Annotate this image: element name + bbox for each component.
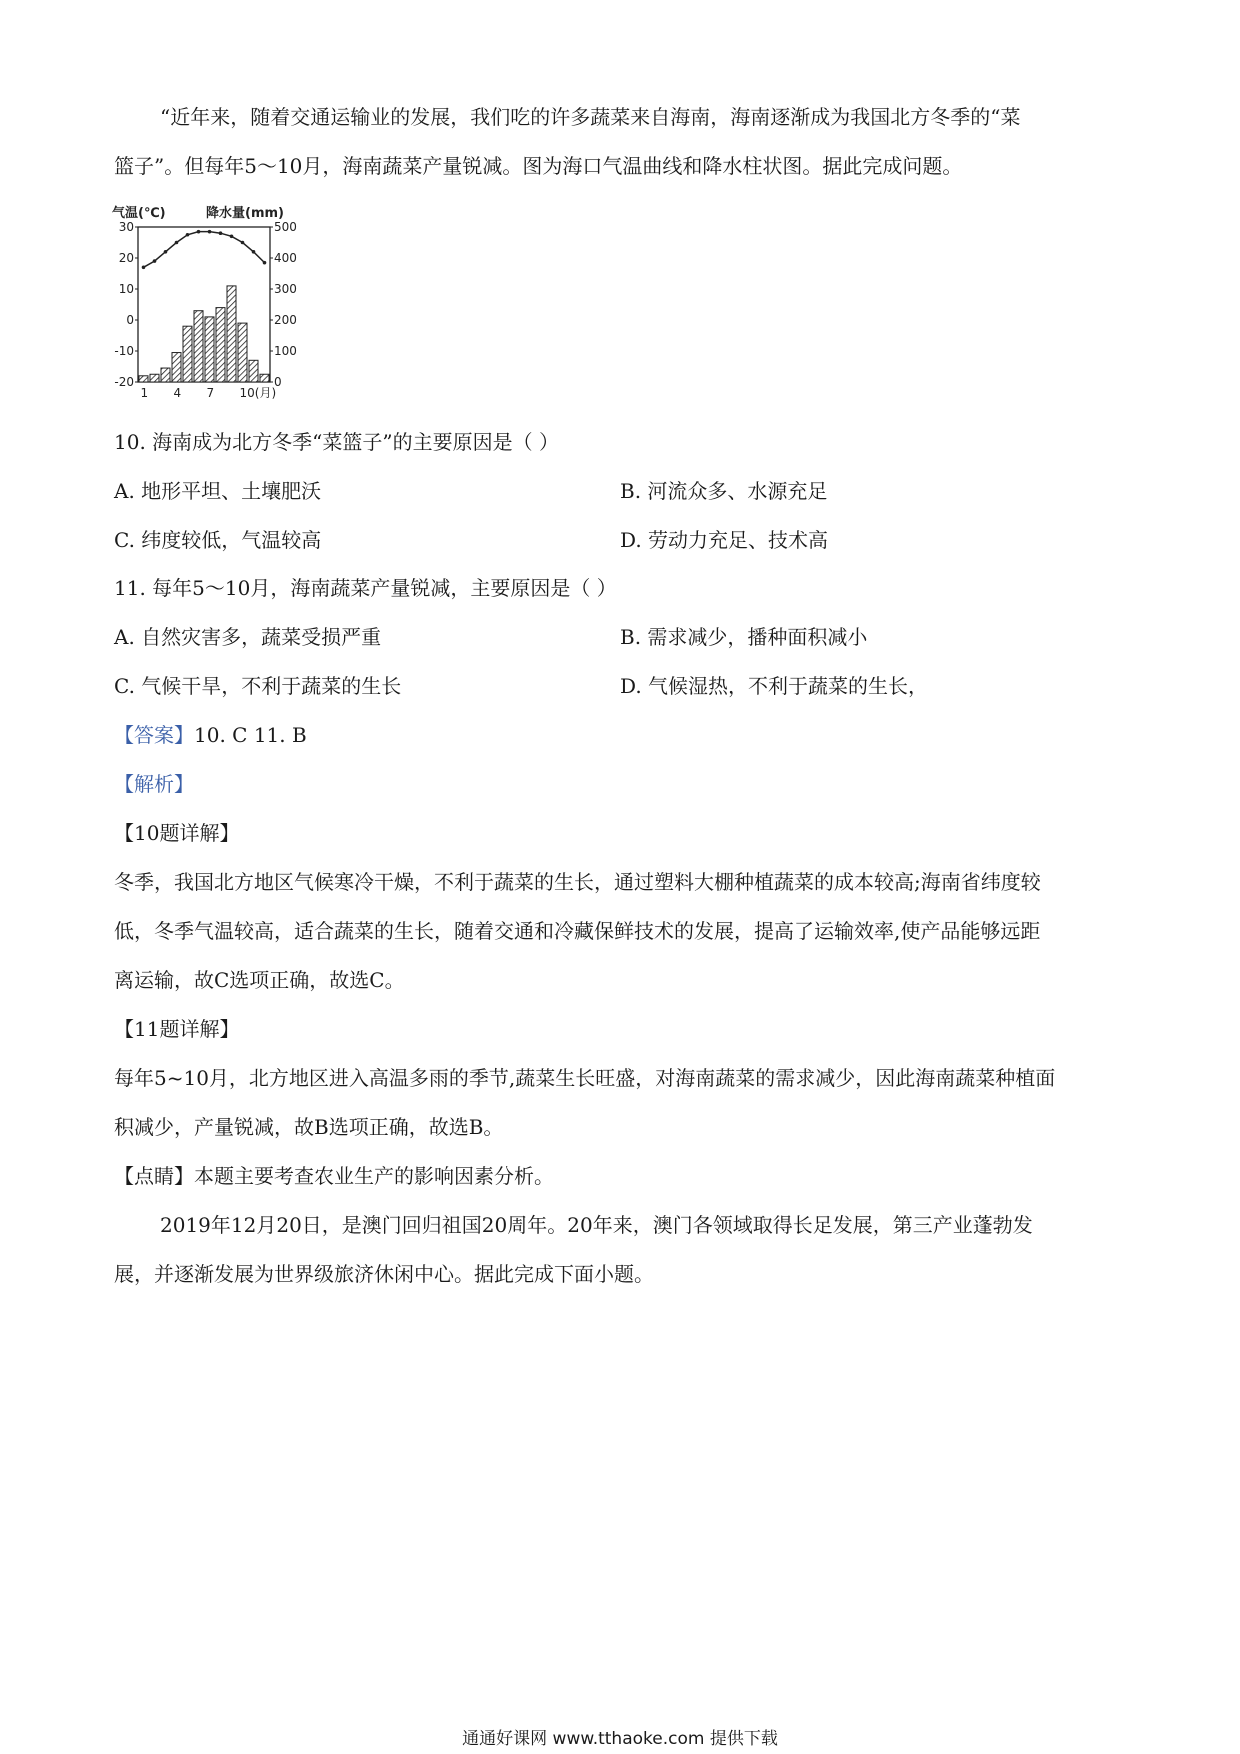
precipitation-bar xyxy=(227,286,236,382)
x-tick-label: 10(月) xyxy=(239,386,277,400)
temperature-line xyxy=(144,232,265,268)
temperature-point xyxy=(186,233,190,237)
q10-stem: 10. 海南成为北方冬季“菜篮子”的主要原因是（ ） xyxy=(114,430,559,454)
temperature-point xyxy=(175,241,179,245)
plot-frame xyxy=(138,227,270,382)
intro-line-2: 篮子”。但每年5～10月，海南蔬菜产量锐减。图为海口气温曲线和降水柱状图。据此完成问题。 xyxy=(114,154,963,178)
comment-line: 【点睛】本题主要考查农业生产的影响因素分析。 xyxy=(114,1164,554,1188)
temperature-point xyxy=(263,261,267,265)
q11-stem: 11. 每年5～10月，海南蔬菜产量锐减，主要原因是（ ） xyxy=(114,576,617,600)
precipitation-bar xyxy=(183,326,192,382)
x-tick-label: 1 xyxy=(140,386,149,400)
detail11-line-1: 每年5~10月，北方地区进入高温多雨的季节,蔬菜生长旺盛，对海南蔬菜的需求减少，因此海南蔬菜种植面 xyxy=(114,1066,1056,1090)
left-tick-label: 0 xyxy=(126,313,134,327)
temperature-point xyxy=(230,235,234,239)
precipitation-bar xyxy=(216,308,225,382)
left-tick-label: 20 xyxy=(118,251,134,265)
left-tick-label: -10 xyxy=(114,344,134,358)
right-tick-label: 100 xyxy=(274,344,297,358)
temperature-point xyxy=(219,231,223,235)
precipitation-bar xyxy=(194,311,203,382)
detail10-line-1: 冬季，我国北方地区气候寒冷干燥，不利于蔬菜的生长，通过塑料大棚种植蔬菜的成本较高;海南省纬度较 xyxy=(114,870,1041,894)
temperature-point xyxy=(241,241,245,245)
precipitation-bar xyxy=(260,374,269,382)
temperature-point xyxy=(252,250,256,254)
detail10-title: 【10题详解】 xyxy=(114,821,240,845)
right-tick-label: 400 xyxy=(274,251,297,265)
precipitation-bar xyxy=(150,374,159,382)
intro2-line-1: 2019年12月20日，是澳门回归祖国20周年。20年来，澳门各领域取得长足发展，第三产业蓬勃发 xyxy=(160,1213,1033,1237)
right-tick-label: 200 xyxy=(274,313,297,327)
detail11-line-2: 积减少，产量锐减，故B选项正确，故选B。 xyxy=(114,1115,504,1139)
temperature-point xyxy=(208,230,212,234)
q11-option-d[interactable]: D. 气候湿热，不利于蔬菜的生长， xyxy=(620,674,929,698)
q11-option-a[interactable]: A. 自然灾害多，蔬菜受损严重 xyxy=(114,625,382,649)
x-tick-label: 4 xyxy=(173,386,182,400)
q10-option-b[interactable]: B. 河流众多、水源充足 xyxy=(620,479,828,503)
detail11-title: 【11题详解】 xyxy=(114,1017,240,1041)
right-axis-label: 降水量(mm) xyxy=(206,206,284,221)
intro-line-1: “近年来，随着交通运输业的发展，我们吃的许多蔬菜来自海南，海南逐渐成为我国北方冬季的“菜 xyxy=(160,105,1021,129)
precipitation-bar xyxy=(139,376,148,382)
right-tick-label: 0 xyxy=(274,375,282,389)
temperature-point xyxy=(197,230,201,234)
answer-text: 10. C 11. B xyxy=(194,723,307,747)
precipitation-bar xyxy=(172,353,181,382)
q11-option-b[interactable]: B. 需求减少，播种面积减小 xyxy=(620,625,868,649)
temperature-point xyxy=(153,259,157,263)
precipitation-bar xyxy=(249,360,258,382)
answer-line xyxy=(114,721,307,749)
precipitation-bar xyxy=(161,368,170,382)
q10-option-a[interactable]: A. 地形平坦、土壤肥沃 xyxy=(114,479,322,503)
x-tick-label: 7 xyxy=(206,386,215,400)
detail10-line-3: 离运输，故C选项正确，故选C。 xyxy=(114,968,405,992)
q10-option-d[interactable]: D. 劳动力充足、技术高 xyxy=(620,528,829,552)
detail10-line-2: 低，冬季气温较高，适合蔬菜的生长，随着交通和冷藏保鲜技术的发展，提高了运输效率,使产品能够远距 xyxy=(114,919,1041,943)
left-axis-label: 气温(℃) xyxy=(112,206,166,221)
right-tick-label: 500 xyxy=(274,220,297,234)
answer-label: 【答案】 xyxy=(114,723,194,747)
right-tick-label: 300 xyxy=(274,282,297,296)
precipitation-bar xyxy=(238,323,247,382)
temperature-point xyxy=(142,266,146,270)
q11-option-c[interactable]: C. 气候干旱，不利于蔬菜的生长 xyxy=(114,674,402,698)
left-tick-label: -20 xyxy=(114,375,134,389)
precipitation-bar xyxy=(205,317,214,382)
left-tick-label: 30 xyxy=(118,220,134,234)
footer[interactable]: 通通好课网 www.tthaoke.com 提供下载 xyxy=(462,1729,778,1749)
intro2-line-2: 展，并逐渐发展为世界级旅济休闲中心。据此完成下面小题。 xyxy=(114,1262,654,1286)
left-tick-label: 10 xyxy=(118,282,134,296)
temperature-point xyxy=(164,250,168,254)
q10-option-c[interactable]: C. 纬度较低，气温较高 xyxy=(114,528,322,552)
climate-chart xyxy=(110,205,300,405)
analysis-label: 【解析】 xyxy=(114,772,194,796)
